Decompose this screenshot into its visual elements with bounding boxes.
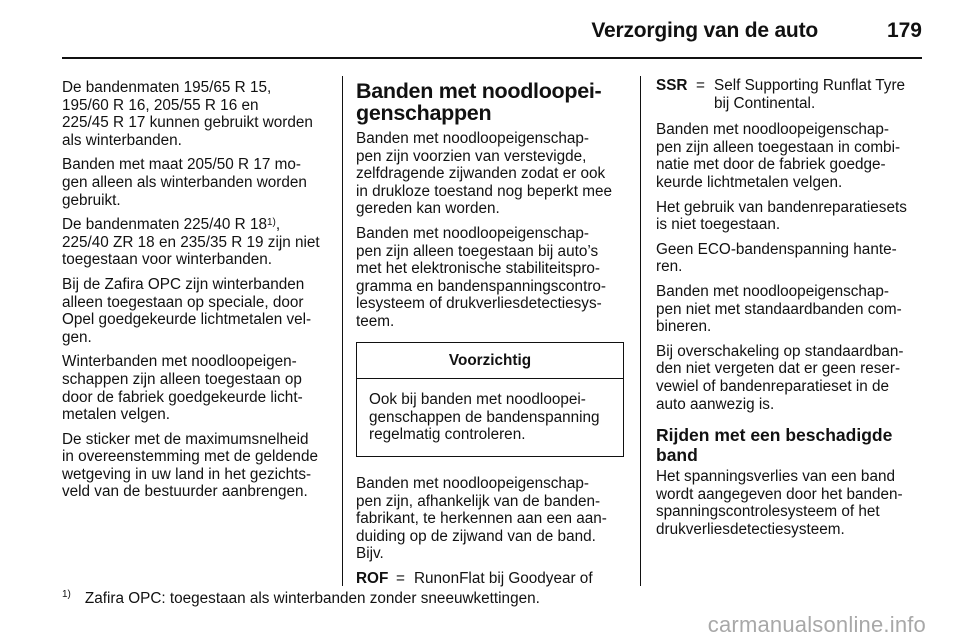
paragraph: Banden met noodloopeigenschap- pen niet met standaardbanden com- bineren. xyxy=(656,282,902,336)
definition-term: ROF xyxy=(356,569,389,587)
paragraph: Het gebruik van bandenreparatiesets is niet toegestaan. xyxy=(656,198,907,234)
definition-description: Self Supporting Runflat Tyre bij Continental. xyxy=(714,77,906,112)
paragraph: Het spanningsverlies van een band wordt aangegeven door het banden- spanningscontrolesysteem of het drukverliesdetectiesysteem. xyxy=(656,468,903,538)
page-number: 179 xyxy=(886,19,922,42)
footnote-number: 1) xyxy=(62,589,71,600)
caution-title: Voorzichtig xyxy=(357,343,623,380)
watermark-text: carmanualsonline.info xyxy=(707,612,926,637)
caution-box xyxy=(356,342,624,457)
column-divider-1 xyxy=(342,76,343,586)
definition-description: RunonFlat bij Goodyear of xyxy=(414,569,593,587)
column-1 xyxy=(62,79,327,508)
footnote xyxy=(62,590,540,608)
paragraph: Banden met noodloopeigenschap- pen zijn, afhankelijk van de banden- fabrikant, te herkennen aan een aan- duiding op de zijwand van de band. Bijv. xyxy=(356,474,607,563)
definition-ssr xyxy=(656,77,922,112)
paragraph: Banden met noodloopeigenschap- pen zijn voorzien van verstevigde, zelfdragende zijwanden zodat er ook in drukloze toestand nog beperkt mee gereden kan worden. xyxy=(356,130,612,218)
column-3 xyxy=(656,77,922,545)
paragraph-text: De bandenmaten 225/40 R 18 xyxy=(62,216,267,234)
header-divider xyxy=(62,57,922,59)
footnote-text: Zafira OPC: toegestaan als winterbanden zonder sneeuwkettingen. xyxy=(84,590,540,607)
paragraph: Banden met maat 205/50 R 17 mo- gen alleen als winterbanden worden gebruikt. xyxy=(62,156,307,209)
definition-equals: = xyxy=(696,77,705,94)
subsection-heading: Rijden met een beschadigde band xyxy=(656,425,893,465)
paragraph: Banden met noodloopeigenschap- pen zijn alleen toegestaan in combi- natie met door de fabriek goedge- keurde lichtmetalen velgen. xyxy=(656,121,901,191)
paragraph-text: , 225/40 ZR 18 en 235/35 R 19 zijn niet toegestaan voor winterbanden. xyxy=(62,216,320,269)
definition-equals: = xyxy=(396,569,405,587)
paragraph: De sticker met de maximumsnelheid in overeenstemming met de geldende wetgeving in uw land in het gezichts- veld van de bestuurder aanbrengen. xyxy=(62,430,318,501)
paragraph: Banden met noodloopeigenschap- pen zijn alleen toegestaan bij auto’s met het elektronische stabiliteitspro- gramma en bandenspanningscontro- lesysteem of drukverliesdetectiesys- teem. xyxy=(356,224,607,330)
paragraph: Geen ECO-bandenspanning hante- ren. xyxy=(656,240,897,276)
section-heading: Banden met noodloopei- genschappen xyxy=(356,79,602,125)
paragraph-with-footnote xyxy=(62,216,327,269)
caution-body: Ook bij banden met noodloopei- genschappen de bandenspanning regelmatig controleren. xyxy=(369,391,600,444)
column-2 xyxy=(356,79,624,596)
header-title: Verzorging van de auto xyxy=(591,19,818,42)
paragraph: Winterbanden met noodloopeigen- schappen zijn alleen toegestaan op door de fabriek goedgekeurde licht- metalen velgen. xyxy=(62,353,303,424)
paragraph: Bij de Zafira OPC zijn winterbanden alleen toegestaan op speciale, door Opel goedgekeurde lichtmetalen vel- gen. xyxy=(62,275,312,346)
footnote-reference: 1) xyxy=(266,217,276,229)
column-divider-2 xyxy=(640,76,641,586)
definition-rof xyxy=(356,570,624,588)
paragraph: Bij overschakeling op standaardban- den niet vergeten dat er geen reser- vewiel of bandenreparatieset in de auto aanwezig is. xyxy=(656,342,904,413)
paragraph: De bandenmaten 195/65 R 15, 195/60 R 16, 205/55 R 16 en 225/45 R 17 kunnen gebruikt worden als winterbanden. xyxy=(62,79,313,149)
definition-term: SSR xyxy=(656,77,688,94)
